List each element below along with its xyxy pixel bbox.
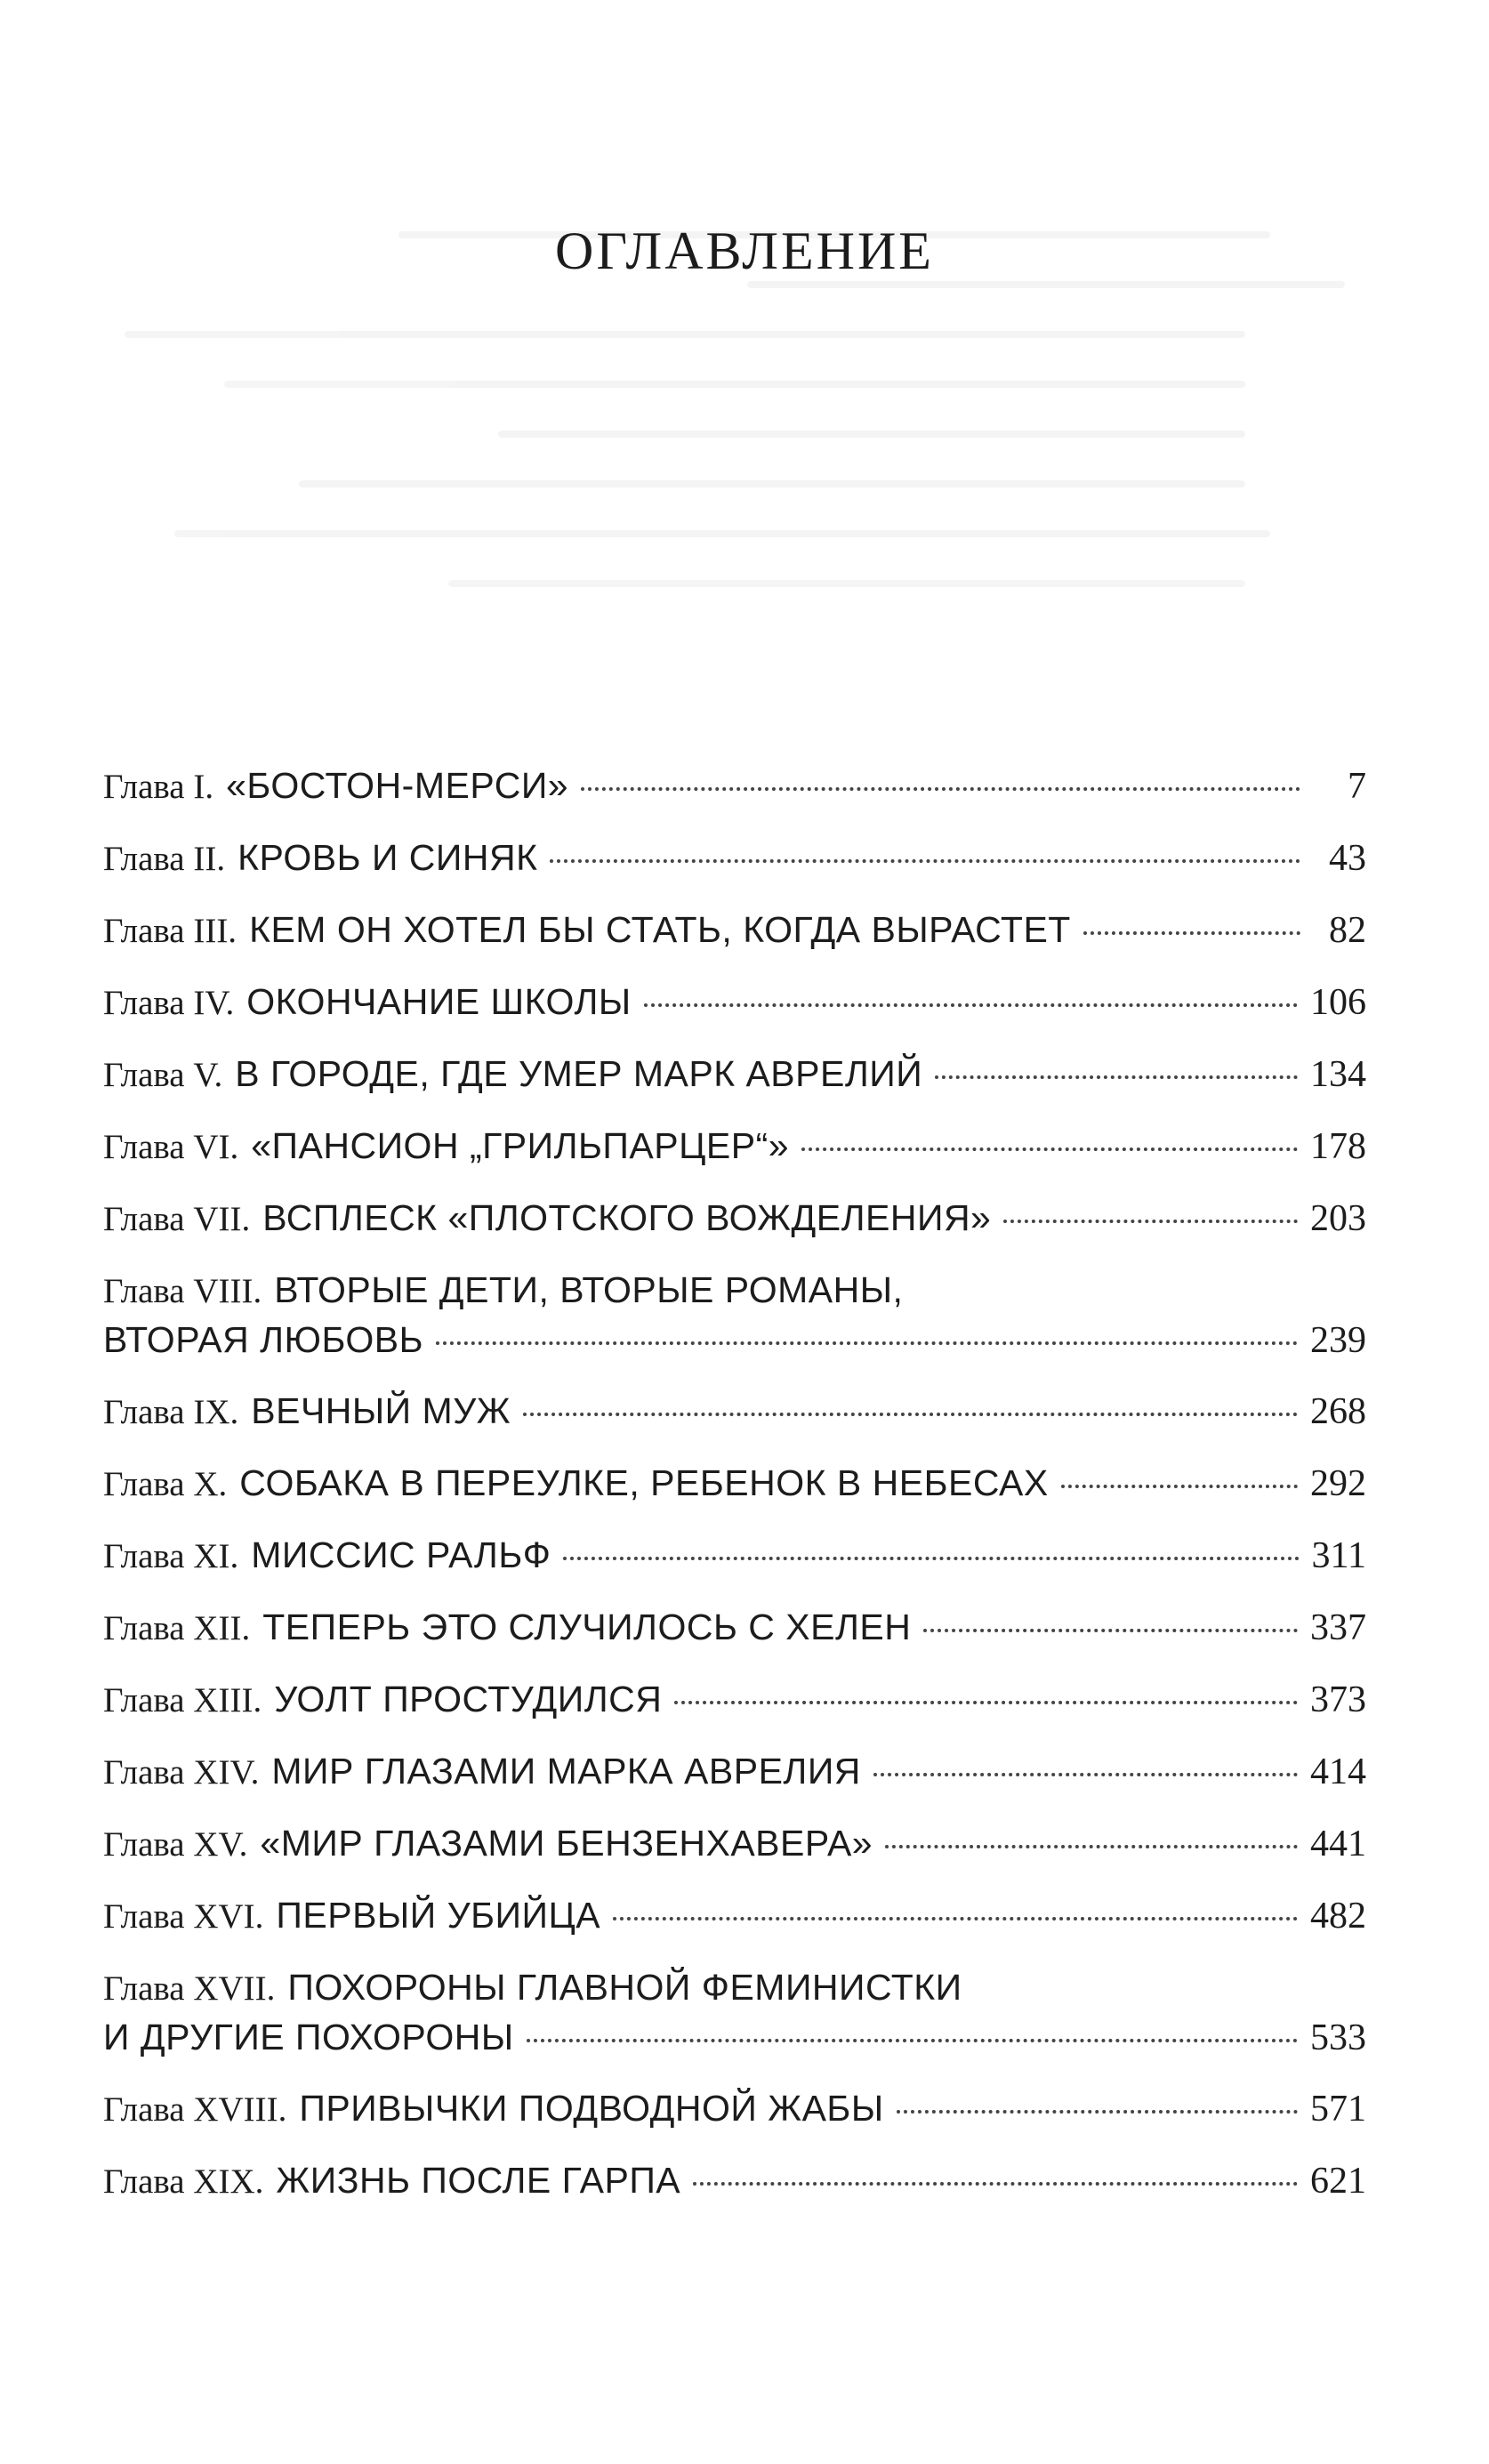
- toc-entry[interactable]: [103, 1891, 1366, 1941]
- dot-leader: [581, 787, 1300, 791]
- page-number: 203: [1310, 1198, 1366, 1239]
- chapter-label: Глава XV.: [103, 1825, 248, 1864]
- dot-leader: [1003, 1220, 1298, 1223]
- chapter-title: МИССИС РАЛЬФ: [251, 1534, 551, 1575]
- chapter-label: Глава XIX.: [103, 2162, 264, 2201]
- table-of-contents: [103, 761, 1366, 2228]
- chapter-label: Глава VII.: [103, 1200, 251, 1238]
- chapter-label: Глава XIII.: [103, 1681, 262, 1719]
- toc-entry[interactable]: [103, 1194, 1366, 1244]
- chapter-title: ПОХОРОНЫ ГЛАВНОЙ ФЕМИНИСТКИ: [287, 1967, 962, 2008]
- chapter-label: Глава II.: [103, 840, 226, 878]
- chapter-title: ТЕПЕРЬ ЭТО СЛУЧИЛОСЬ С ХЕЛЕН: [262, 1606, 912, 1647]
- chapter-label: Глава XII.: [103, 1609, 251, 1647]
- chapter-title: КЕМ ОН ХОТЕЛ БЫ СТАТЬ, КОГДА ВЫРАСТЕТ: [249, 909, 1071, 950]
- dot-leader: [801, 1147, 1298, 1151]
- dot-leader: [897, 2110, 1298, 2114]
- chapter-title: «БОСТОН-МЕРСИ»: [226, 765, 569, 806]
- toc-entry[interactable]: [103, 1603, 1366, 1653]
- page-number: 571: [1310, 2089, 1366, 2130]
- page-number: 311: [1311, 1535, 1366, 1576]
- chapter-label: Глава V.: [103, 1056, 223, 1094]
- bleed-through-text: [125, 231, 1370, 729]
- chapter-title: ПЕРВЫЙ УБИЙЦА: [276, 1895, 601, 1936]
- dot-leader: [550, 859, 1300, 863]
- page-number: 239: [1310, 1320, 1366, 1361]
- dot-leader: [644, 1003, 1298, 1007]
- chapter-label: Глава XVIII.: [103, 2090, 287, 2129]
- dot-leader: [935, 1075, 1298, 1079]
- toc-entry[interactable]: [103, 1531, 1366, 1581]
- page-number: 178: [1310, 1126, 1366, 1167]
- chapter-label: Глава IV.: [103, 984, 235, 1022]
- chapter-title: ОКОНЧАНИЕ ШКОЛЫ: [246, 981, 632, 1022]
- dot-leader: [1083, 931, 1300, 935]
- toc-entry[interactable]: [103, 2156, 1366, 2206]
- chapter-label: Глава X.: [103, 1465, 228, 1503]
- chapter-title: ЖИЗНЬ ПОСЛЕ ГАРПА: [276, 2160, 681, 2201]
- toc-entry[interactable]: [103, 1459, 1366, 1509]
- page-number: 337: [1310, 1607, 1366, 1648]
- chapter-title: ВСПЛЕСК «ПЛОТСКОГО ВОЖДЕЛЕНИЯ»: [262, 1197, 992, 1238]
- dot-leader: [693, 2182, 1298, 2186]
- page-number: 414: [1310, 1751, 1366, 1792]
- dot-leader: [873, 1773, 1298, 1776]
- chapter-title: ВЕЧНЫЙ МУЖ: [251, 1390, 511, 1431]
- chapter-title: «ПАНСИОН „ГРИЛЬПАРЦЕР“»: [251, 1125, 790, 1166]
- chapter-label: Глава III.: [103, 912, 237, 950]
- dot-leader: [563, 1557, 1299, 1560]
- chapter-label: Глава I.: [103, 768, 214, 806]
- chapter-title: МИР ГЛАЗАМИ МАРКА АВРЕЛИЯ: [271, 1751, 861, 1792]
- page-number: 82: [1329, 910, 1366, 951]
- page-number: 43: [1329, 838, 1366, 879]
- chapter-label: Глава IX.: [103, 1393, 239, 1431]
- chapter-title: ПРИВЫЧКИ ПОДВОДНОЙ ЖАБЫ: [299, 2088, 884, 2129]
- dot-leader: [674, 1701, 1298, 1704]
- toc-entry[interactable]: [103, 761, 1366, 811]
- toc-entry[interactable]: [103, 1747, 1366, 1797]
- chapter-label: Глава XVI.: [103, 1897, 264, 1936]
- dot-leader: [923, 1629, 1298, 1632]
- page-number: 441: [1310, 1824, 1366, 1864]
- page-number: 533: [1310, 2017, 1366, 2058]
- chapter-label: Глава XIV.: [103, 1753, 260, 1792]
- toc-entry[interactable]: [103, 2084, 1366, 2134]
- page-number: 106: [1310, 982, 1366, 1023]
- toc-entry[interactable]: [103, 978, 1366, 1027]
- chapter-title: СОБАКА В ПЕРЕУЛКЕ, РЕБЕНОК В НЕБЕСАХ: [239, 1462, 1049, 1503]
- toc-entry[interactable]: [103, 1266, 1366, 1365]
- dot-leader: [523, 1413, 1298, 1416]
- page-number: 7: [1348, 766, 1366, 807]
- chapter-label: Глава VI.: [103, 1128, 239, 1166]
- page-number: 292: [1310, 1463, 1366, 1504]
- chapter-title-continued: И ДРУГИЕ ПОХОРОНЫ: [103, 2017, 514, 2057]
- page-number: 621: [1310, 2161, 1366, 2202]
- chapter-label: Глава VIII.: [103, 1272, 262, 1310]
- chapter-title: КРОВЬ И СИНЯК: [237, 837, 538, 878]
- chapter-label: Глава XVII.: [103, 1969, 276, 2008]
- toc-entry[interactable]: [103, 1050, 1366, 1099]
- chapter-title: ВТОРЫЕ ДЕТИ, ВТОРЫЕ РОМАНЫ,: [274, 1269, 904, 1310]
- page-number: 373: [1310, 1679, 1366, 1720]
- dot-leader: [613, 1917, 1298, 1920]
- chapter-label: Глава XI.: [103, 1537, 239, 1575]
- chapter-title: В ГОРОДЕ, ГДЕ УМЕР МАРК АВРЕЛИЙ: [235, 1053, 923, 1094]
- toc-entry[interactable]: [103, 1963, 1366, 2062]
- toc-entry[interactable]: [103, 1675, 1366, 1725]
- dot-leader: [885, 1845, 1298, 1848]
- toc-entry[interactable]: [103, 1122, 1366, 1172]
- toc-entry[interactable]: [103, 833, 1366, 883]
- page-number: 134: [1310, 1054, 1366, 1095]
- toc-entry[interactable]: [103, 1819, 1366, 1869]
- toc-entry[interactable]: [103, 1387, 1366, 1437]
- toc-entry[interactable]: [103, 906, 1366, 955]
- dot-leader: [1061, 1485, 1298, 1488]
- dot-leader: [527, 2039, 1298, 2042]
- page-number: 482: [1310, 1896, 1366, 1937]
- page-title: ОГЛАВЛЕНИЕ: [555, 221, 934, 280]
- chapter-title-continued: ВТОРАЯ ЛЮБОВЬ: [103, 1319, 424, 1360]
- dot-leader: [436, 1341, 1298, 1345]
- chapter-title: «МИР ГЛАЗАМИ БЕНЗЕНХАВЕРА»: [260, 1823, 873, 1864]
- chapter-title: УОЛТ ПРОСТУДИЛСЯ: [274, 1679, 663, 1719]
- page-number: 268: [1310, 1391, 1366, 1432]
